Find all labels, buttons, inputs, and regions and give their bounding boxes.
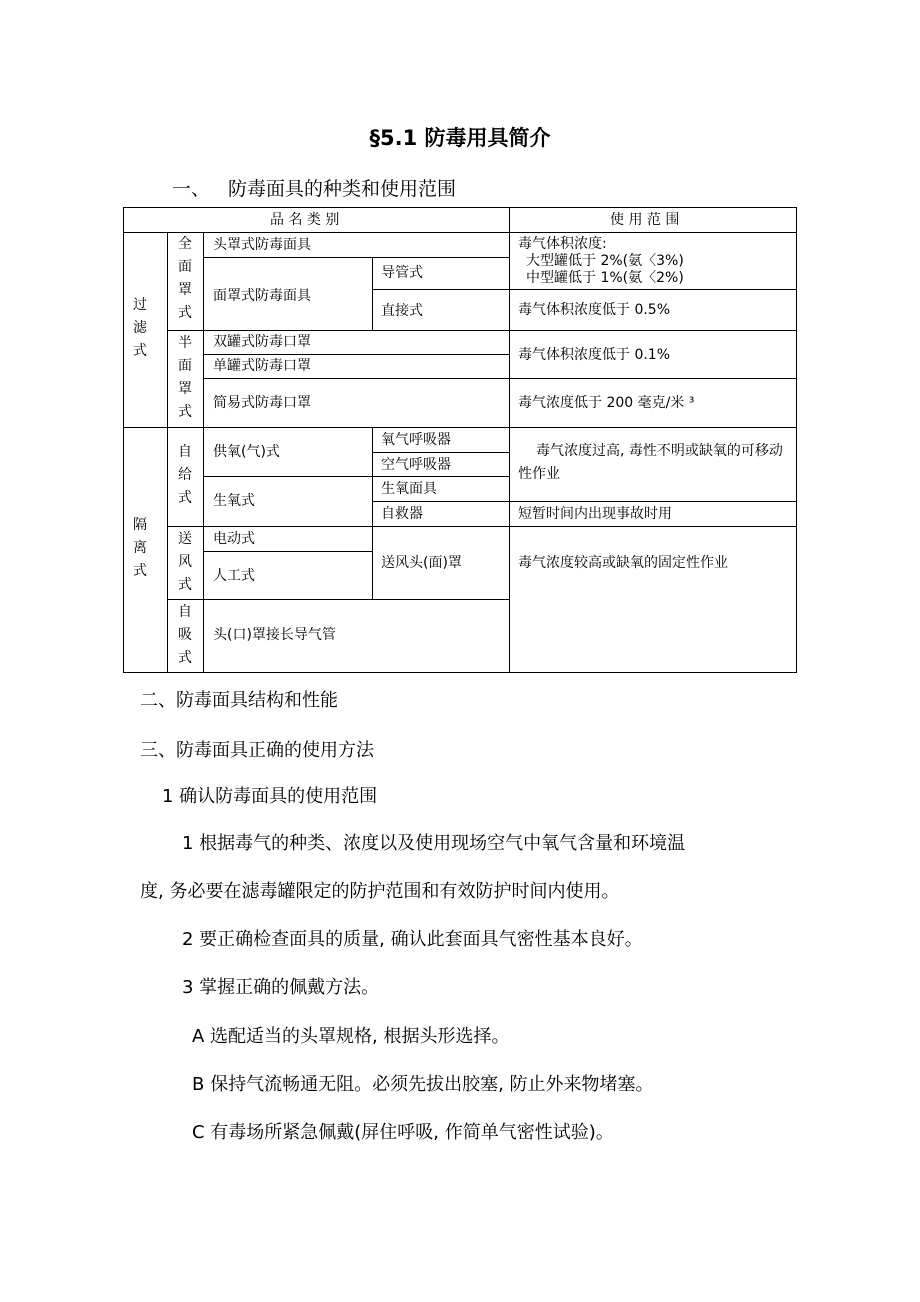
scope-half: 毒气体积浓度低于 0.1% xyxy=(518,347,671,363)
section-2-heading: 二、防毒面具结构和性能 xyxy=(140,690,338,711)
scope-air-supply: 毒气浓度较高或缺氧的固定性作业 xyxy=(518,555,728,571)
group-full-mask: 全面罩式 xyxy=(178,236,192,321)
paragraph-1-line-2: 度, 务必要在滤毒罐限定的防护范围和有效防护时间内使用。 xyxy=(140,881,620,902)
item-double-can: 双罐式防毒口罩 xyxy=(213,334,311,350)
item-head-mask: 头罩式防毒面具 xyxy=(213,237,311,253)
scope-self-supply: 毒气浓度过高, 毒性不明或缺氧的可移动性作业 xyxy=(518,443,783,482)
item-oxygen-breather: 氧气呼吸器 xyxy=(381,432,451,448)
item-oxygen-gen-mask: 生氧面具 xyxy=(381,481,437,497)
paragraph-3: 3 掌握正确的佩戴方法。 xyxy=(182,977,380,998)
group-filter: 过滤式 xyxy=(133,297,147,359)
scope-self-rescue: 短暂时间内出现事故时用 xyxy=(518,506,672,522)
scope-direct: 毒气体积浓度低于 0.5% xyxy=(518,302,671,318)
item-electric: 电动式 xyxy=(213,531,255,547)
item-single-can: 单罐式防毒口罩 xyxy=(213,358,311,374)
paragraph-2: 2 要正确检查面具的质量, 确认此套面具气密性基本良好。 xyxy=(182,929,643,950)
item-face-mask: 面罩式防毒面具 xyxy=(213,288,311,304)
subsection-1: 1 确认防毒面具的使用范围 xyxy=(162,786,378,807)
item-hose-type: 导管式 xyxy=(381,265,423,281)
section-1-text: 防毒面具的种类和使用范围 xyxy=(228,178,457,200)
header-scope: 使 用 范 围 xyxy=(610,212,680,228)
item-direct-type: 直接式 xyxy=(381,303,423,319)
paragraph-a: A 选配适当的头罩规格, 根据头形选择。 xyxy=(192,1026,510,1047)
section-3-heading: 三、防毒面具正确的使用方法 xyxy=(140,740,374,761)
item-oxygen-supply: 供氧(气)式 xyxy=(213,444,280,460)
item-air-breather: 空气呼吸器 xyxy=(381,457,451,473)
item-simple-mask: 简易式防毒口罩 xyxy=(213,395,311,411)
group-half-mask: 半面罩式 xyxy=(178,335,192,420)
section-1-number: 一、 xyxy=(172,178,211,200)
header-category: 品 名 类 别 xyxy=(270,212,340,228)
item-oxygen-gen: 生氧式 xyxy=(213,493,255,509)
paragraph-b: B 保持气流畅通无阻。必须先拔出胶塞, 防止外来物堵塞。 xyxy=(192,1074,654,1095)
group-self-suction: 自吸式 xyxy=(178,604,192,666)
paragraph-c: C 有毒场所紧急佩戴(屏住呼吸, 作简单气密性试验)。 xyxy=(192,1122,614,1143)
item-manual: 人工式 xyxy=(213,568,255,584)
group-isolate: 隔离式 xyxy=(133,517,147,579)
group-self-supply: 自给式 xyxy=(178,444,192,506)
page-title: §5.1 防毒用具简介 xyxy=(369,126,551,150)
scope-simple: 毒气浓度低于 200 毫克/米 ³ xyxy=(518,395,695,411)
item-long-hose: 头(口)罩接长导气管 xyxy=(213,627,336,643)
item-air-hood: 送风头(面)罩 xyxy=(381,555,462,571)
group-air-supply: 送风式 xyxy=(178,531,192,593)
item-self-rescuer: 自救器 xyxy=(381,506,423,522)
scope-large-line2: 中型罐低于 1%(氨〈2%) xyxy=(526,270,684,286)
scope-large-line1: 大型罐低于 2%(氨〈3%) xyxy=(526,253,684,269)
paragraph-1-line-1: 1 根据毒气的种类、浓度以及使用现场空气中氧气含量和环境温 xyxy=(182,833,686,854)
scope-large-title: 毒气体积浓度: xyxy=(518,236,607,252)
